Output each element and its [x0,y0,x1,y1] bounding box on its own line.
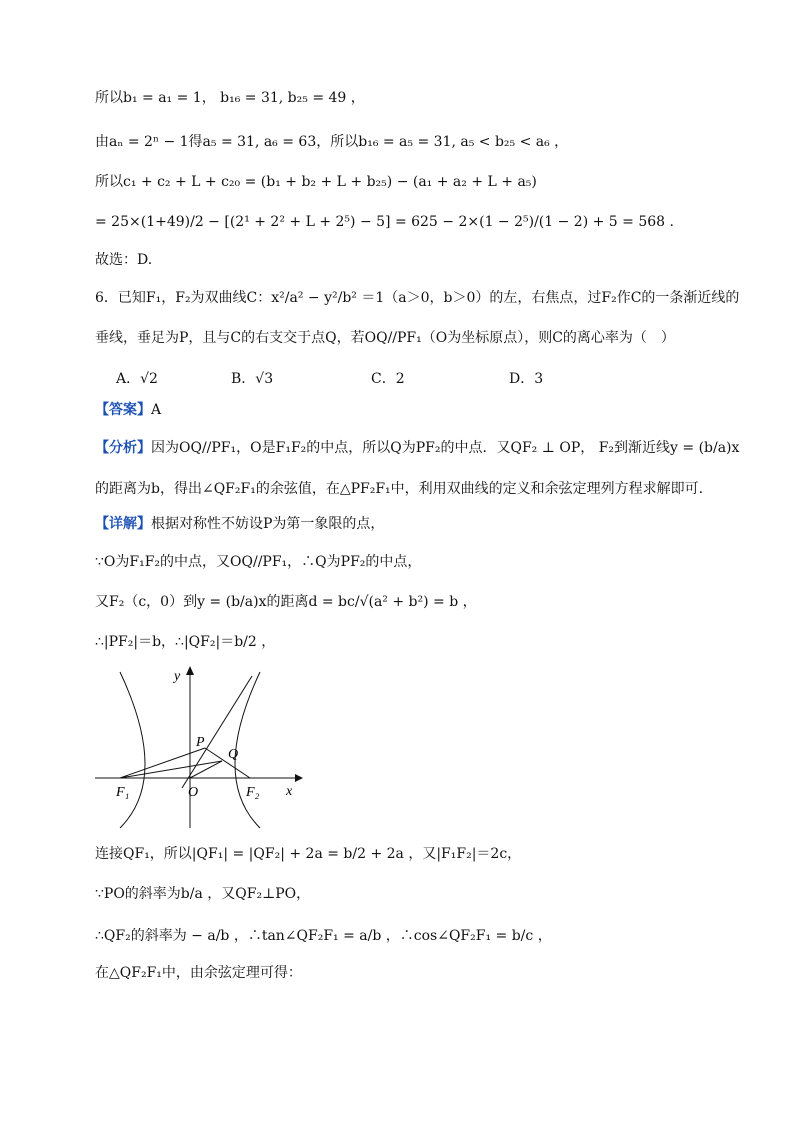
answer-tag: 【答案】 [95,402,151,418]
analysis-tag: 【分析】 [95,440,151,456]
detail-line-4: ∴|PF₂|＝b，∴|QF₂|＝b/2 ， [95,634,276,650]
hyperbola-figure [90,660,310,835]
y-axis-label: y [174,669,181,684]
point-F2-label: F₂ [246,785,260,800]
detail-line-7: ∴QF₂的斜率为 − a/b ，∴tan∠QF₂F₁ = a/b ，∴cos∠QF₂F₁ = b/c ， [95,928,552,944]
solution-choice-line: 故选：D. [95,252,153,268]
detail-line-5: 连接QF₁，所以|QF₁| = |QF₂| + 2a = b/2 + 2a ，又|F₁F₂|＝2c， [95,846,522,862]
detail-line-2: ∵O为F₁F₂的中点，又OQ//PF₁，∴Q为PF₂的中点， [95,554,422,570]
detail-tag: 【详解】 [95,516,151,532]
answer-value: A [151,402,162,418]
x-axis-label: x [286,784,293,799]
hyperbola-right-branch [235,672,260,828]
choice-c: C．2 [371,371,405,387]
solution-line-2: 由aₙ = 2ⁿ − 1得a₅ = 31, a₆ = 63，所以b₁₆ = a₅ = 31, a₅ < b₂₅ < a₆ ， [95,134,569,150]
point-P-label: P [196,735,205,750]
y-axis-arrow [186,666,194,675]
detail-line-3: 又F₂（c，0）到y = (b/a)x的距离d = bc/√(a² + b²) = b ， [95,594,477,610]
point-F1-label: F₁ [116,785,130,800]
choice-a: A．√2 [116,371,158,387]
analysis-line-2: 的距离为b，得出∠QF₂F₁的余弦值，在△PF₂F₁中，利用双曲线的定义和余弦定理列方程求解即可. [95,481,704,497]
solution-line-3: 所以c₁ + c₂ + L + c₂₀ = (b₁ + b₂ + L + b₂₅) − (a₁ + a₂ + L + a₅) [95,174,537,190]
question-6-stem-2: 垂线，垂足为P，且与C的右支交于点Q，若OQ//PF₁（O为坐标原点），则C的离心率为（ ） [95,330,675,346]
point-Q-label: Q [228,747,239,762]
analysis-line-1 [95,438,739,458]
detail-text-1: 根据对称性不妨设P为第一象限的点， [151,516,385,532]
answer-line [95,400,161,420]
question-6-stem-1: 6．已知F₁，F₂为双曲线C：x²/a² − y²/b² ＝1（a＞0，b＞0）的左，右焦点，过F₂作C的一条渐近线的 [95,290,740,306]
origin-label: O [188,785,199,800]
analysis-text-1: 因为OQ//PF₁，O是F₁F₂的中点，所以Q为PF₂的中点．又QF₂ ⊥ OP， F₂到渐近线y = (b/a)x [151,440,740,456]
choice-b: B．√3 [231,371,274,387]
solution-line-1: 所以b₁ = a₁ = 1， b₁₆ = 31, b₂₅ = 49 ， [95,90,365,106]
segment-F1P [120,748,205,778]
solution-line-4: = 25×(1+49)/2 − [(2¹ + 2² + L + 2⁵) − 5] = 625 − 2×(1 − 2⁵)/(1 − 2) + 5 = 568 . [95,214,674,230]
detail-line-8: 在△QF₂F₁中，由余弦定理可得： [95,965,302,981]
hyperbola-left-branch [120,672,145,828]
x-axis-arrow [295,774,303,782]
asymptote-line [182,676,252,788]
detail-line-1 [95,514,384,534]
detail-line-6: ∵PO的斜率为b/a ，又QF₂⊥PO， [95,886,311,902]
choice-d: D．3 [509,371,544,387]
